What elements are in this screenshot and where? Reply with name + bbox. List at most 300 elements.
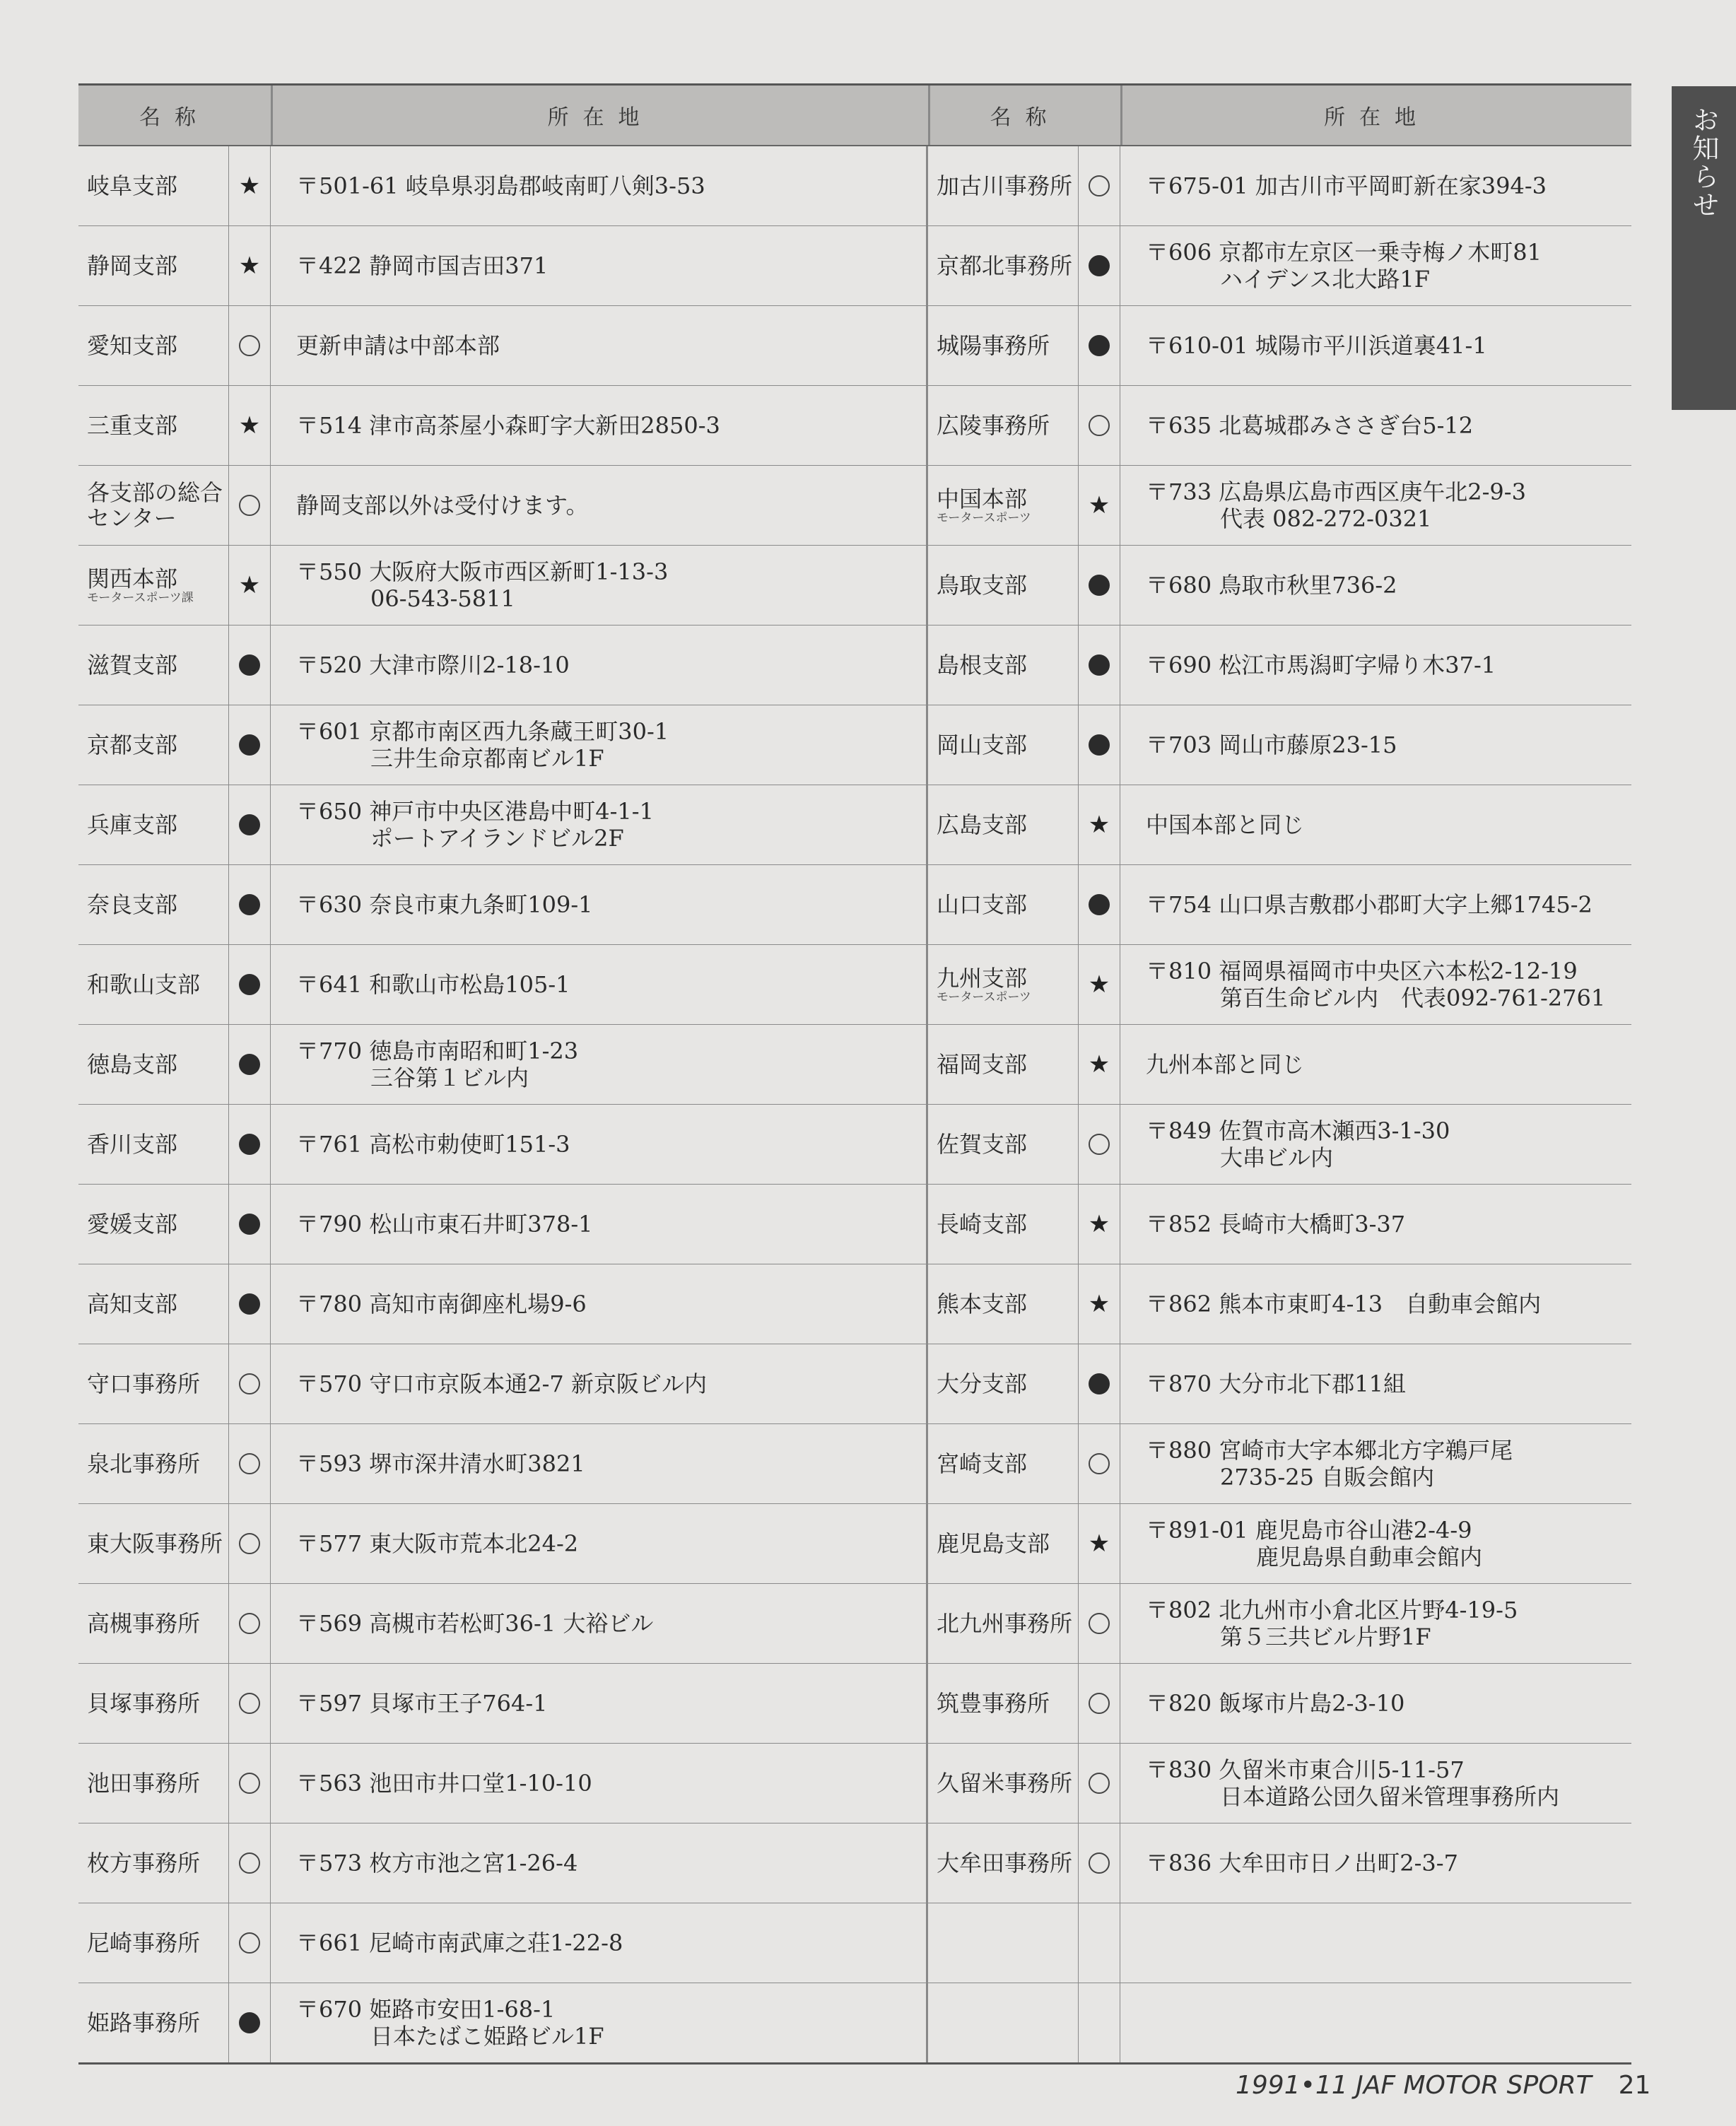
- address: [296, 492, 588, 519]
- open-circle-icon: [1089, 1134, 1110, 1155]
- office-name: [937, 1211, 1027, 1237]
- address: [1146, 478, 1526, 532]
- address: [1146, 1850, 1458, 1877]
- office-name-cell: [78, 1823, 228, 1903]
- status-mark-cell: [1078, 1744, 1120, 1823]
- office-name-text-line2: センター: [87, 505, 177, 532]
- address: [296, 1211, 593, 1238]
- table-row: [78, 1185, 1631, 1264]
- address-cell: [271, 1105, 928, 1184]
- office-name: [87, 1211, 177, 1237]
- table-row: [78, 546, 1631, 626]
- office-name-text: 加古川事務所: [937, 172, 1073, 199]
- address-cell: [1120, 386, 1631, 465]
- office-name-text: 愛知支部: [87, 332, 178, 359]
- filled-circle-icon: [1089, 335, 1110, 356]
- table-body: [78, 146, 1631, 2062]
- address-line-2: 三井生命京都南ビル1F: [370, 745, 604, 772]
- address-cell: [1120, 1025, 1631, 1104]
- open-circle-icon: [1089, 415, 1110, 436]
- office-name-cell: [78, 785, 228, 864]
- star-icon: ★: [238, 172, 261, 200]
- filled-circle-icon: [239, 734, 260, 756]
- office-name-cell: [78, 226, 228, 305]
- table-row: [78, 1584, 1631, 1664]
- filled-circle-icon: [239, 814, 260, 835]
- office-name-text: 和歌山支部: [87, 971, 201, 998]
- address-line-2: 2735-25 自販会館内: [1220, 1464, 1435, 1491]
- open-circle-icon: [239, 1533, 260, 1554]
- star-icon: ★: [1088, 1050, 1110, 1079]
- table-row: [78, 306, 1631, 386]
- office-name-text: 各支部の総合: [87, 479, 223, 506]
- star-icon: ★: [238, 252, 261, 280]
- office-name-text: 貝塚事務所: [87, 1690, 201, 1717]
- address: [296, 1530, 578, 1557]
- status-mark-cell: [1078, 306, 1120, 385]
- address-line-1: 〒836 大牟田市日ノ出町2-3-7: [1146, 1850, 1458, 1877]
- address-line-2: 鹿児島県自動車会館内: [1256, 1544, 1483, 1570]
- table-row: [78, 1504, 1631, 1584]
- status-mark-cell: [228, 1025, 271, 1104]
- office-name-text: 大牟田事務所: [937, 1850, 1073, 1877]
- office-name: [87, 413, 177, 438]
- open-circle-icon: [1089, 175, 1110, 196]
- office-name-cell: [928, 1424, 1078, 1503]
- office-name-cell: [928, 785, 1078, 864]
- office-name: [87, 972, 200, 997]
- header-right-address: 所在地: [1120, 86, 1631, 145]
- address-cell: [1120, 1264, 1631, 1344]
- office-name-text: 鹿児島支部: [937, 1530, 1050, 1557]
- address-cell: [271, 1504, 928, 1583]
- status-mark-cell: [228, 865, 271, 944]
- office-name-text: 京都支部: [87, 732, 178, 758]
- address-line-1: 〒703 岡山市藤原23-15: [1146, 732, 1397, 758]
- address: [1146, 1051, 1304, 1078]
- address-cell: [1120, 226, 1631, 305]
- office-name-cell: [928, 945, 1078, 1024]
- office-name-cell: [78, 1983, 228, 2062]
- address-line-1: 〒650 神戸市中央区港島中町4-1-1: [296, 798, 654, 825]
- office-name-text: 宮崎支部: [937, 1450, 1028, 1477]
- status-mark-cell: [1078, 146, 1120, 225]
- header-left-name: 名称: [139, 105, 210, 130]
- office-name-text: 三重支部: [87, 412, 178, 439]
- office-department-note: モータースポーツ課: [87, 591, 194, 605]
- office-name: [937, 1291, 1027, 1317]
- office-name-text: 福岡支部: [937, 1051, 1028, 1078]
- address-cell: [271, 1903, 928, 1983]
- address-line-2: 日本たばこ姫路ビル1F: [370, 2023, 604, 2050]
- status-mark-cell: [1078, 945, 1120, 1024]
- star-icon: ★: [1088, 491, 1110, 519]
- office-name-cell: [928, 146, 1078, 225]
- address-cell: [271, 1744, 928, 1823]
- status-mark-cell: [1078, 1025, 1120, 1104]
- address: [1146, 1370, 1406, 1397]
- address: [296, 1996, 604, 2050]
- address-line-2: 第５三共ビル片野1F: [1220, 1623, 1431, 1650]
- table-row: [78, 1983, 1631, 2062]
- office-name-text: 広陵事務所: [937, 412, 1050, 439]
- office-name-text: 広島支部: [937, 811, 1028, 838]
- filled-circle-icon: [239, 974, 260, 995]
- office-name-text: 関西本部: [87, 565, 178, 592]
- address: [296, 172, 705, 199]
- filled-circle-icon: [1089, 734, 1110, 756]
- star-icon: ★: [1088, 970, 1110, 999]
- address-line-1: 九州本部と同じ: [1146, 1051, 1305, 1078]
- office-name-text: 姫路事務所: [87, 2009, 201, 2036]
- address-cell: [271, 1264, 928, 1344]
- table-row: [78, 1664, 1631, 1744]
- address-line-1: 〒820 飯塚市片島2-3-10: [1146, 1690, 1405, 1717]
- address-line-1: 〒761 高松市勅使町151-3: [296, 1131, 570, 1158]
- office-name-cell: [78, 945, 228, 1024]
- status-mark-cell: [1078, 785, 1120, 864]
- office-name-cell: [928, 466, 1078, 545]
- office-name-text: 長崎支部: [937, 1211, 1028, 1238]
- filled-circle-icon: [239, 1214, 260, 1235]
- address: [1146, 1756, 1559, 1810]
- office-name: [937, 1770, 1072, 1796]
- table-row: [78, 1903, 1631, 1983]
- office-name-text: 奈良支部: [87, 891, 178, 918]
- table-row: [78, 626, 1631, 705]
- address: [296, 1291, 587, 1317]
- status-mark-cell: [1078, 1983, 1120, 2062]
- table-row: [78, 1823, 1631, 1903]
- status-mark-cell: [1078, 1504, 1120, 1583]
- open-circle-icon: [239, 495, 260, 516]
- status-mark-cell: [228, 1504, 271, 1583]
- office-name-text: 熊本支部: [937, 1291, 1028, 1317]
- status-mark-cell: [1078, 386, 1120, 465]
- address-line-1: 〒680 鳥取市秋里736-2: [1146, 572, 1397, 599]
- office-name-cell: [928, 1504, 1078, 1583]
- table-row: [78, 1264, 1631, 1344]
- address: [1146, 732, 1397, 758]
- office-name: [937, 965, 1031, 1004]
- address: [1146, 332, 1487, 359]
- office-name-cell: [928, 1903, 1078, 1983]
- address-cell: [1120, 1105, 1631, 1184]
- office-name: [937, 1691, 1050, 1716]
- address-cell: [1120, 1983, 1631, 2062]
- open-circle-icon: [239, 1852, 260, 1874]
- address-line-1: 〒754 山口県吉敷郡小郡町大字上郷1745-2: [1146, 891, 1593, 918]
- office-name: [937, 253, 1072, 278]
- address-line-1: 〒601 京都市南区西九条蔵王町30-1: [296, 718, 669, 745]
- office-name-text: 池田事務所: [87, 1770, 201, 1797]
- address: [296, 1850, 577, 1877]
- status-mark-cell: [228, 785, 271, 864]
- address: [296, 798, 654, 852]
- address-cell: [271, 1584, 928, 1663]
- office-name-text: 滋賀支部: [87, 652, 178, 679]
- address-line-1: 〒690 松江市馬潟町字帰り木37-1: [1146, 652, 1496, 679]
- office-name-cell: [78, 1744, 228, 1823]
- address-cell: [1120, 306, 1631, 385]
- address-cell: [1120, 1344, 1631, 1423]
- address-line-1: 〒501-61 岐阜県羽島郡岐南町八剣3-53: [296, 172, 705, 199]
- address-line-1: 〒641 和歌山市松島105-1: [296, 971, 570, 998]
- status-mark-cell: [228, 386, 271, 465]
- address: [1146, 1117, 1450, 1171]
- office-name-cell: [928, 1584, 1078, 1663]
- office-name-text: 城陽事務所: [937, 332, 1050, 359]
- address: [1146, 891, 1593, 918]
- office-name: [87, 812, 177, 838]
- office-name: [937, 652, 1027, 678]
- office-name-cell: [928, 1105, 1078, 1184]
- office-name-text: 岡山支部: [937, 732, 1028, 758]
- address-line-1: 〒780 高知市南御座札場9-6: [296, 1291, 587, 1317]
- address: [296, 252, 548, 279]
- status-mark-cell: [228, 1185, 271, 1264]
- address: [296, 1038, 578, 1091]
- status-mark-cell: [228, 1424, 271, 1503]
- address-cell: [1120, 785, 1631, 864]
- office-name: [87, 1291, 177, 1317]
- magazine-issue: 1991•11 JAF MOTOR SPORT: [1236, 2070, 1592, 2100]
- star-icon: ★: [1088, 811, 1110, 839]
- office-name: [87, 333, 177, 358]
- status-mark-cell: [228, 1105, 271, 1184]
- office-name-cell: [928, 626, 1078, 705]
- address-cell: [1120, 705, 1631, 785]
- office-directory-table: [78, 83, 1631, 2065]
- office-name-cell: [78, 1185, 228, 1264]
- office-name-text: 島根支部: [937, 652, 1028, 679]
- open-circle-icon: [1089, 1453, 1110, 1474]
- table-row: [78, 1424, 1631, 1504]
- address-cell: [1120, 1903, 1631, 1983]
- office-name: [937, 1611, 1072, 1636]
- address: [296, 652, 570, 679]
- address-line-1: 〒573 枚方市池之宮1-26-4: [296, 1850, 578, 1877]
- office-name-cell: [78, 1504, 228, 1583]
- address-cell: [1120, 1185, 1631, 1264]
- office-name-cell: [78, 705, 228, 785]
- office-name-cell: [928, 865, 1078, 944]
- office-name: [937, 1850, 1072, 1876]
- table-row: [78, 1344, 1631, 1424]
- address-cell: [271, 785, 928, 864]
- address-line-1: 〒422 静岡市国吉田371: [296, 252, 549, 279]
- open-circle-icon: [239, 1932, 260, 1954]
- office-name: [87, 1052, 177, 1077]
- filled-circle-icon: [1089, 255, 1110, 276]
- address-line-1: 〒880 宮崎市大字本郷北方字鵜戸尾: [1146, 1437, 1513, 1464]
- office-name-text: 岐阜支部: [87, 172, 178, 199]
- office-name-text: 佐賀支部: [937, 1131, 1028, 1158]
- office-name: [87, 2010, 200, 2036]
- address-line-1: 〒597 貝塚市王子764-1: [296, 1690, 548, 1717]
- status-mark-cell: [1078, 1664, 1120, 1743]
- office-name-cell: [78, 865, 228, 944]
- star-icon: ★: [1088, 1210, 1110, 1238]
- status-mark-cell: [1078, 1185, 1120, 1264]
- address: [1146, 1291, 1541, 1317]
- status-mark-cell: [1078, 865, 1120, 944]
- office-name: [87, 732, 177, 758]
- address-cell: [271, 1983, 928, 2062]
- office-name-text: 泉北事務所: [87, 1450, 201, 1477]
- office-name: [937, 812, 1027, 838]
- office-name-cell: [928, 546, 1078, 625]
- office-name-cell: [78, 1105, 228, 1184]
- office-name-text: 大分支部: [937, 1370, 1028, 1397]
- section-tab-notice: お知らせ: [1672, 86, 1736, 410]
- status-mark-cell: [228, 306, 271, 385]
- address: [1146, 958, 1605, 1011]
- open-circle-icon: [1089, 1852, 1110, 1874]
- table-row: [78, 705, 1631, 785]
- office-name-text: 徳島支部: [87, 1051, 178, 1078]
- address-cell: [1120, 945, 1631, 1024]
- status-mark-cell: [228, 1584, 271, 1663]
- address: [296, 1370, 707, 1397]
- office-department-note: モータースポーツ: [937, 511, 1031, 525]
- open-circle-icon: [1089, 1693, 1110, 1714]
- address-line-1: 中国本部と同じ: [1146, 811, 1305, 838]
- address-line-2: 日本道路公団久留米管理事務所内: [1220, 1783, 1560, 1810]
- address-line-1: 〒670 姫路市安田1-68-1: [296, 1996, 556, 2023]
- status-mark-cell: [228, 705, 271, 785]
- office-name: [87, 1850, 200, 1876]
- status-mark-cell: [1078, 1823, 1120, 1903]
- office-name-text: 高知支部: [87, 1291, 178, 1317]
- address-line-1: 〒563 池田市井口堂1-10-10: [296, 1770, 592, 1797]
- office-name-cell: [928, 386, 1078, 465]
- address-cell: [1120, 1584, 1631, 1663]
- address-cell: [271, 1344, 928, 1423]
- open-circle-icon: [1089, 1613, 1110, 1634]
- office-name-text: 北九州事務所: [937, 1610, 1073, 1637]
- office-name: [937, 1052, 1027, 1077]
- filled-circle-icon: [239, 2012, 260, 2033]
- address-line-1: 〒593 堺市深井清水町3821: [296, 1450, 585, 1477]
- address-cell: [1120, 1823, 1631, 1903]
- address-line-1: 静岡支部以外は受付けます。: [296, 492, 589, 519]
- office-name-text: 東大阪事務所: [87, 1530, 223, 1557]
- office-name-cell: [78, 1264, 228, 1344]
- address-cell: [271, 466, 928, 545]
- office-name: [937, 572, 1027, 598]
- office-name-text: 香川支部: [87, 1131, 178, 1158]
- office-name-text: 高槻事務所: [87, 1610, 201, 1637]
- status-mark-cell: [1078, 1903, 1120, 1983]
- filled-circle-icon: [239, 1293, 260, 1315]
- address-line-2: 代表 082-272-0321: [1220, 505, 1432, 532]
- status-mark-cell: [228, 1344, 271, 1423]
- office-name-cell: [78, 546, 228, 625]
- office-name-cell: [78, 1584, 228, 1663]
- office-name-cell: [928, 1264, 1078, 1344]
- address-line-1: 〒891-01 鹿児島市谷山港2-4-9: [1146, 1517, 1472, 1544]
- address: [1146, 1690, 1404, 1717]
- office-name: [937, 892, 1027, 917]
- table-row: [78, 1744, 1631, 1823]
- address-line-1: 〒570 守口市京阪本通2-7 新京阪ビル内: [296, 1370, 707, 1397]
- address-cell: [1120, 865, 1631, 944]
- office-name: [87, 253, 177, 278]
- address-cell: [271, 306, 928, 385]
- table-header: [78, 86, 1631, 146]
- status-mark-cell: [228, 945, 271, 1024]
- office-name-cell: [928, 1025, 1078, 1104]
- status-mark-cell: [1078, 626, 1120, 705]
- address: [1146, 239, 1542, 293]
- status-mark-cell: [228, 1264, 271, 1344]
- address-line-1: 〒862 熊本市東町4-13 自動車会館内: [1146, 1291, 1542, 1317]
- address-line-1: 〒550 大阪府大阪市西区新町1-13-3: [296, 558, 669, 585]
- office-name-cell: [78, 306, 228, 385]
- status-mark-cell: [228, 466, 271, 545]
- address-cell: [271, 146, 928, 225]
- office-name: [937, 1531, 1050, 1556]
- address-cell: [271, 945, 928, 1024]
- address: [1146, 652, 1496, 679]
- table-row: [78, 386, 1631, 466]
- address-cell: [271, 865, 928, 944]
- address: [1146, 412, 1473, 439]
- office-name: [937, 1371, 1027, 1397]
- header-left-address: 所在地: [271, 86, 928, 145]
- open-circle-icon: [239, 1453, 260, 1474]
- office-department-note: モータースポーツ: [937, 990, 1031, 1004]
- office-name: [87, 480, 223, 531]
- open-circle-icon: [239, 1693, 260, 1714]
- address-line-2: ポートアイランドビル2F: [370, 825, 624, 852]
- address: [1146, 1211, 1405, 1238]
- address: [296, 891, 593, 918]
- open-circle-icon: [1089, 1773, 1110, 1794]
- address: [296, 1610, 653, 1637]
- office-name: [87, 1611, 200, 1636]
- office-name-cell: [78, 146, 228, 225]
- address: [1146, 1597, 1518, 1650]
- office-name: [87, 173, 177, 199]
- address: [296, 1450, 585, 1477]
- office-name-cell: [78, 466, 228, 545]
- office-name-cell: [78, 1903, 228, 1983]
- table-row: [78, 1105, 1631, 1185]
- office-name: [87, 1451, 200, 1476]
- address-cell: [271, 1025, 928, 1104]
- address-cell: [271, 386, 928, 465]
- status-mark-cell: [1078, 226, 1120, 305]
- address: [1146, 811, 1304, 838]
- office-name-cell: [928, 705, 1078, 785]
- status-mark-cell: [228, 226, 271, 305]
- address-line-2: 大串ビル内: [1220, 1144, 1334, 1171]
- address-line-1: 〒770 徳島市南昭和町1-23: [296, 1038, 579, 1064]
- filled-circle-icon: [239, 894, 260, 915]
- office-name: [937, 1132, 1027, 1157]
- office-name-cell: [78, 1344, 228, 1423]
- address: [1146, 172, 1547, 199]
- address: [1146, 1437, 1513, 1491]
- page-number: 21: [1618, 2070, 1651, 2100]
- office-name: [937, 413, 1050, 438]
- status-mark-cell: [228, 1823, 271, 1903]
- address-line-1: 〒852 長崎市大橋町3-37: [1146, 1211, 1406, 1238]
- address-cell: [1120, 1504, 1631, 1583]
- office-name-text: 京都北事務所: [937, 252, 1073, 279]
